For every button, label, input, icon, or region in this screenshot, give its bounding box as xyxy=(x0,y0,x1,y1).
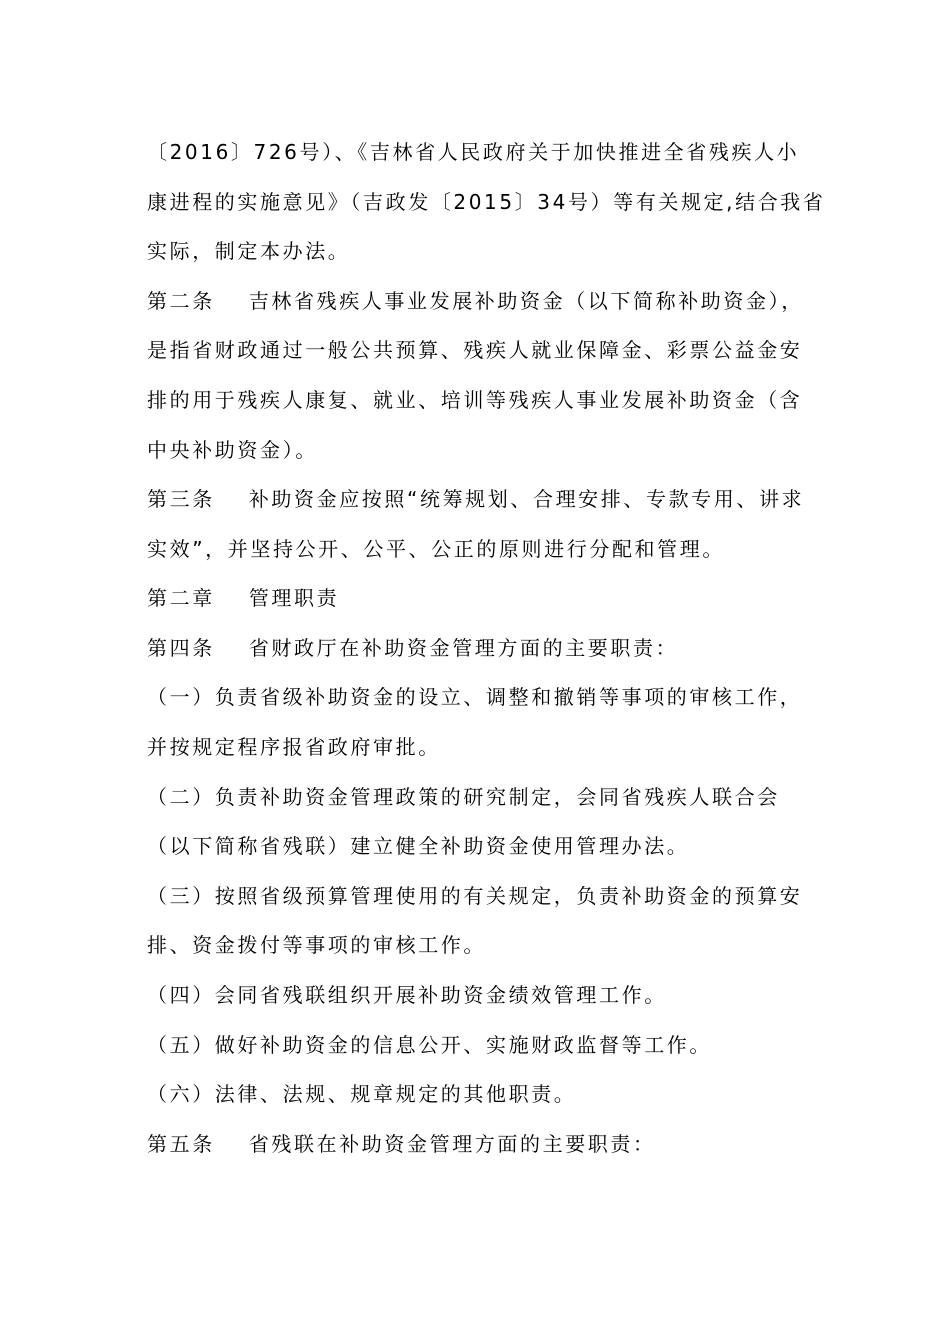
article-2-first-line xyxy=(147,286,827,316)
article-3-line: 实效”，并坚持公开、公平、公正的原则进行分配和管理。 xyxy=(147,537,725,561)
list-item: （五）做好补助资金的信息公开、实施财政监督等工作。 xyxy=(147,1033,712,1057)
intro-line: 康进程的实施意见》（吉政发〔2015〕34号）等有关规定,结合我省 xyxy=(147,190,826,214)
chapter-title: 管理职责 xyxy=(248,586,340,610)
article-4-first-line xyxy=(147,633,827,663)
article-2-label: 第二条 xyxy=(147,289,215,313)
article-3-label: 第三条 xyxy=(147,487,215,511)
article-2-line: 是指省财政通过一般公共预算、残疾人就业保障金、彩票公益金安 xyxy=(147,338,803,362)
article-5-text: 省残联在补助资金管理方面的主要职责： xyxy=(248,1132,656,1156)
list-item: （一）负责省级补助资金的设立、调整和撤销等事项的审核工作， xyxy=(147,685,803,709)
article-2-line: 排的用于残疾人康复、就业、培训等残疾人事业发展补助资金（含 xyxy=(147,388,803,412)
article-2-text: 吉林省残疾人事业发展补助资金（以下简称补助资金）， xyxy=(248,289,804,313)
list-item-continuation: 排、资金拨付等事项的审核工作。 xyxy=(147,933,486,957)
article-2-line: 中央补助资金）。 xyxy=(147,438,318,462)
article-5-label: 第五条 xyxy=(147,1132,215,1156)
article-4-label: 第四条 xyxy=(147,636,215,660)
list-item: （六）法律、法规、规章规定的其他职责。 xyxy=(147,1082,577,1106)
intro-line: 实际，制定本办法。 xyxy=(147,239,351,263)
article-4-text: 省财政厅在补助资金管理方面的主要职责： xyxy=(248,636,679,660)
intro-line: 〔2016〕726号）、《吉林省人民政府关于加快推进全省残疾人小 xyxy=(147,140,800,164)
list-item-continuation: （以下简称省残联）建立健全补助资金使用管理办法。 xyxy=(147,834,690,858)
article-3-text: 补助资金应按照“统筹规划、合理安排、专款专用、讲求 xyxy=(248,487,805,511)
article-5-first-line xyxy=(147,1129,827,1159)
list-item: （四）会同省残联组织开展补助资金绩效管理工作。 xyxy=(147,983,667,1007)
article-3-first-line xyxy=(147,484,827,514)
list-item: （三）按照省级预算管理使用的有关规定，负责补助资金的预算安 xyxy=(147,884,803,908)
chapter-label: 第二章 xyxy=(147,586,215,610)
list-item: （二）负责补助资金管理政策的研究制定，会同省残疾人联合会 xyxy=(147,785,780,809)
chapter-heading xyxy=(147,583,827,613)
list-item-continuation: 并按规定程序报省政府审批。 xyxy=(147,735,441,759)
